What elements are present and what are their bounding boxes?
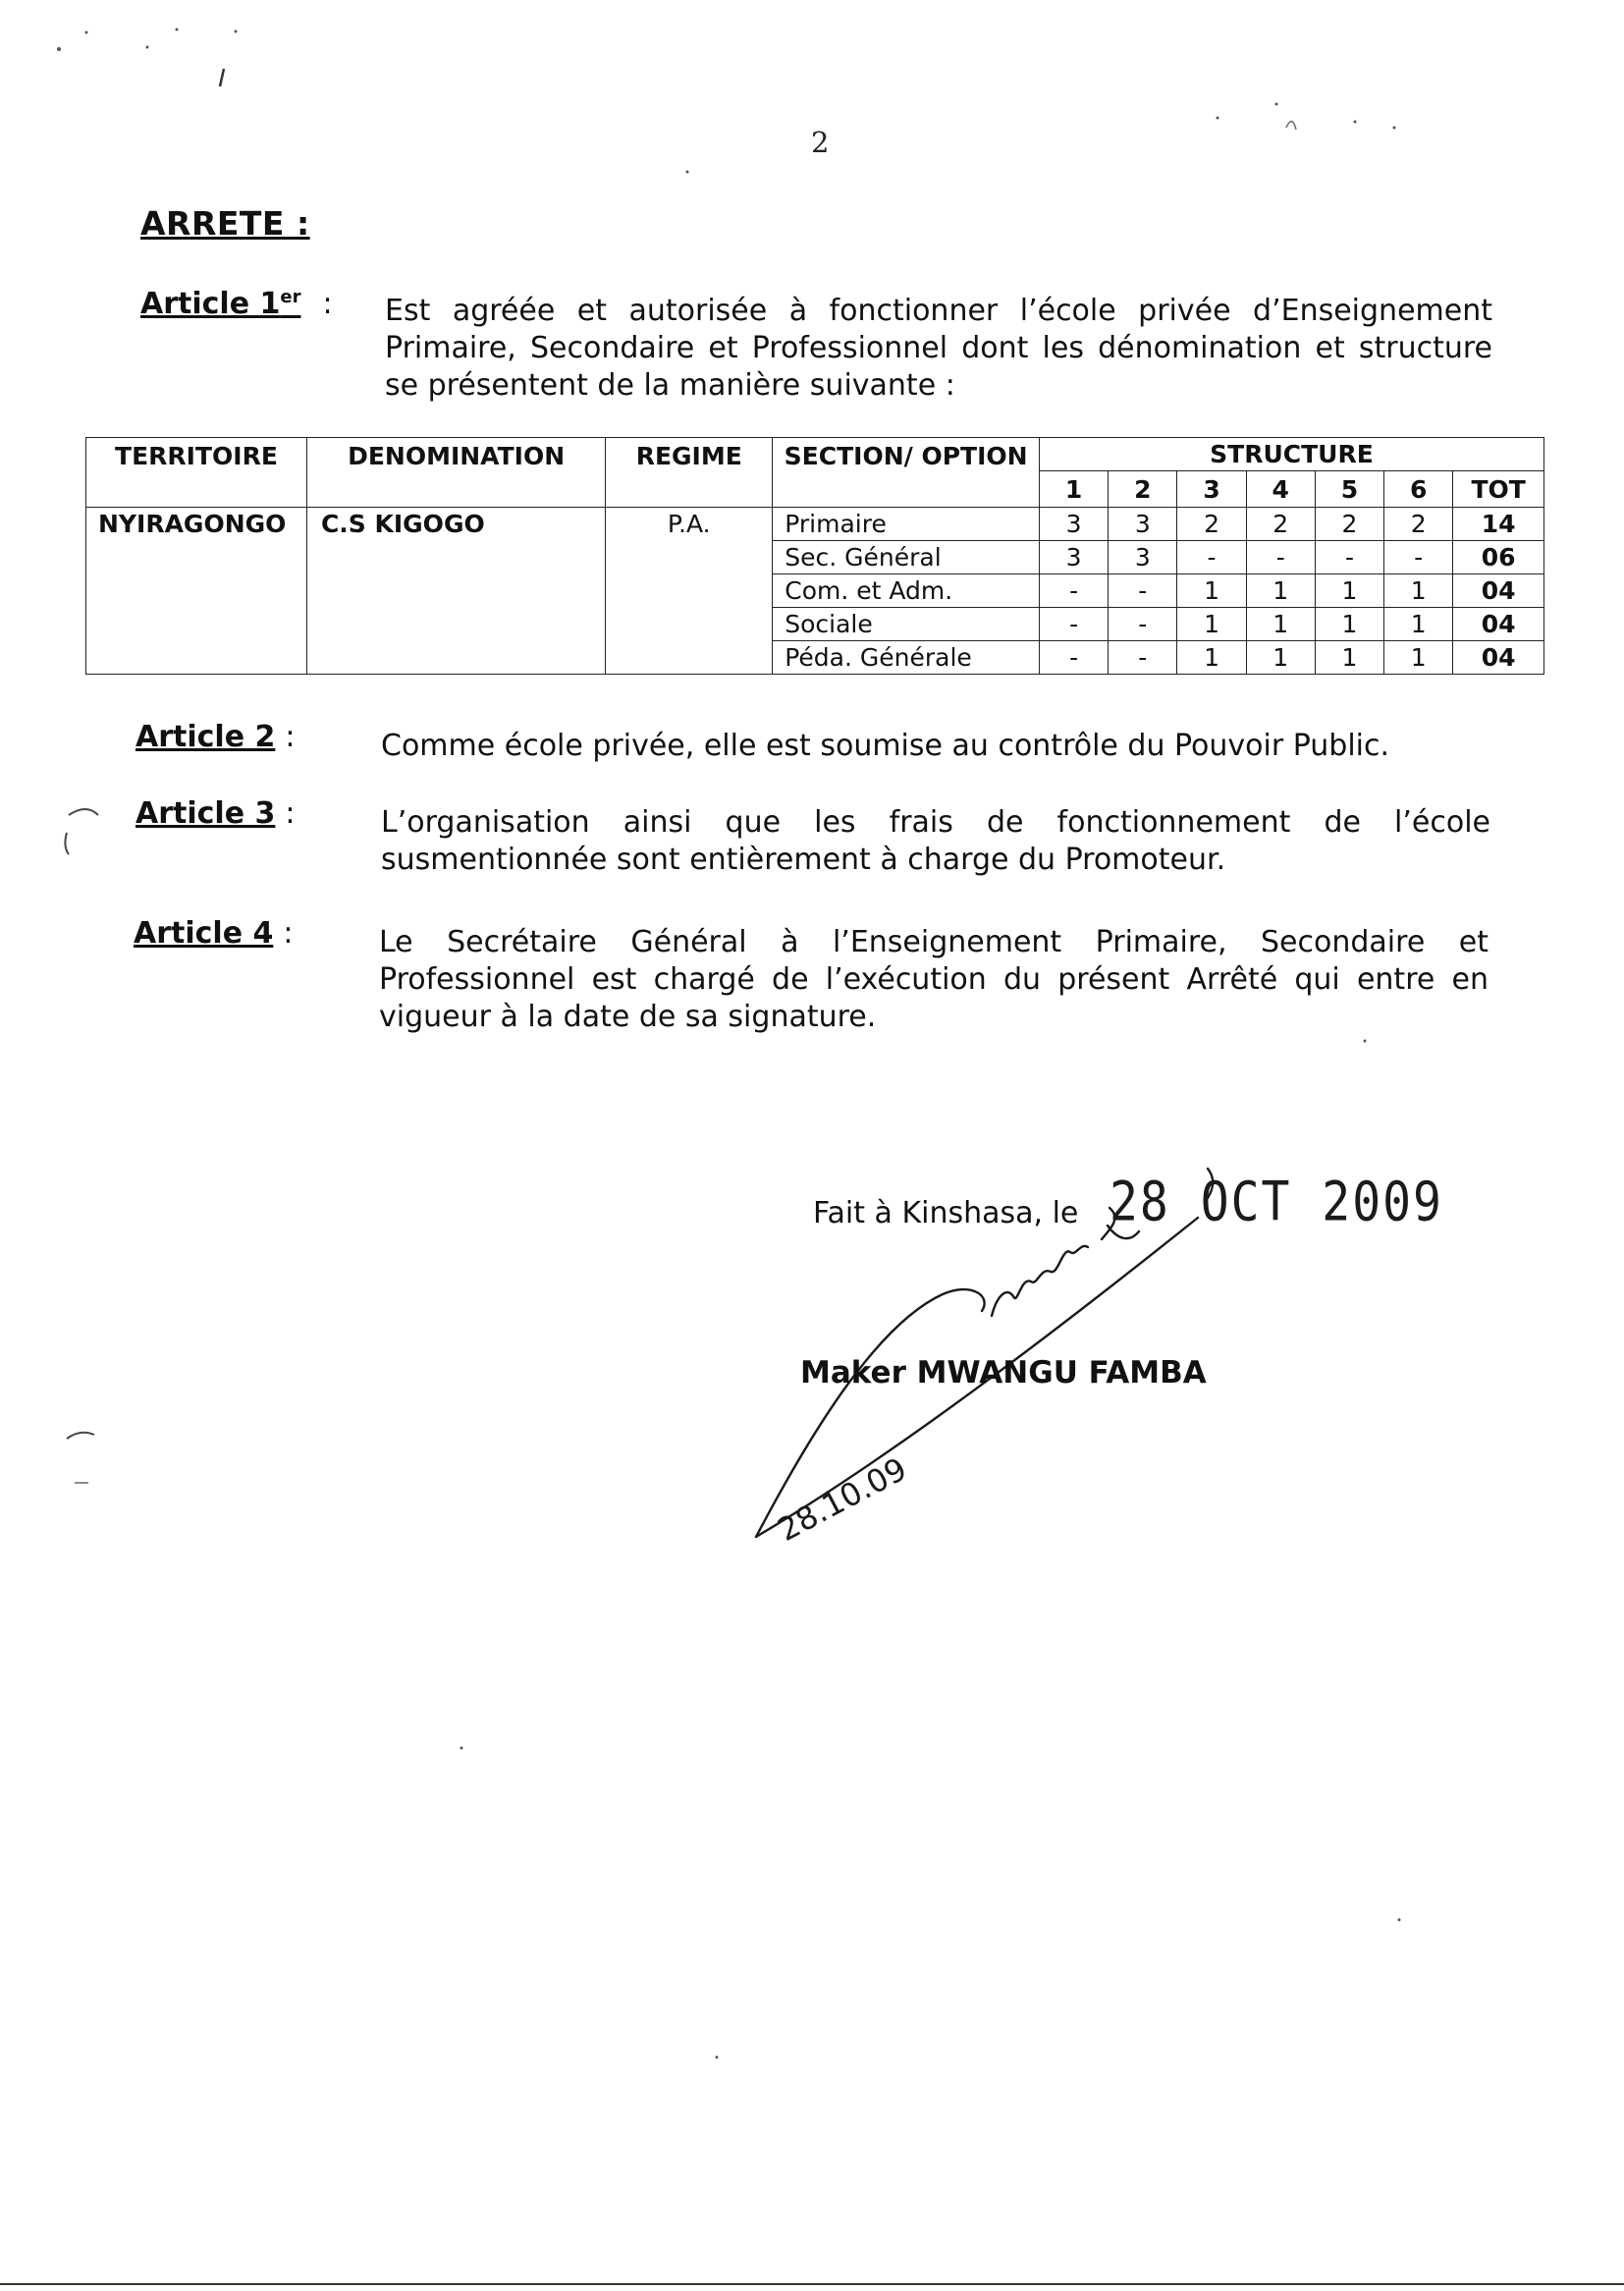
value-cell: 1	[1384, 574, 1453, 608]
value-cell: 1	[1246, 641, 1315, 675]
option-cell: Primaire	[773, 508, 1040, 541]
value-cell: -	[1246, 541, 1315, 574]
value-cell: 3	[1039, 541, 1108, 574]
value-cell: -	[1177, 541, 1246, 574]
value-cell: 2	[1177, 508, 1246, 541]
bottom-rule	[0, 2283, 1624, 2285]
option-cell: Péda. Générale	[773, 641, 1040, 675]
header-section-option: SECTION/ OPTION	[773, 438, 1040, 508]
denomination-cell: C.S KIGOGO	[306, 508, 605, 675]
decree-heading: ARRETE :	[140, 204, 310, 243]
header-tot: TOT	[1453, 471, 1544, 508]
value-cell: 1	[1246, 608, 1315, 641]
article-4-label: Article 4 :	[134, 916, 294, 951]
header-year-3: 3	[1177, 471, 1246, 508]
signatory-name: Maker MWANGU FAMBA	[800, 1355, 1207, 1391]
value-cell: -	[1039, 641, 1108, 675]
header-year-2: 2	[1109, 471, 1177, 508]
total-cell: 04	[1453, 641, 1544, 675]
date-stamp: 28 OCT 2009	[1110, 1170, 1443, 1234]
value-cell: 1	[1384, 641, 1453, 675]
total-cell: 04	[1453, 574, 1544, 608]
option-cell: Sociale	[773, 608, 1040, 641]
article-2-label: Article 2 :	[135, 720, 296, 754]
value-cell: -	[1315, 541, 1383, 574]
value-cell: 3	[1039, 508, 1108, 541]
school-structure-table	[85, 437, 1544, 675]
handwritten-date: 28.10.09	[771, 1449, 913, 1550]
header-denomination: DENOMINATION	[306, 438, 605, 508]
value-cell: 1	[1177, 608, 1246, 641]
header-year-4: 4	[1246, 471, 1315, 508]
value-cell: -	[1109, 641, 1177, 675]
value-cell: 1	[1384, 608, 1453, 641]
total-cell: 06	[1453, 541, 1544, 574]
article-2-text: Comme école privée, elle est soumise au contrôle du Pouvoir Public.	[381, 729, 1390, 763]
place-and-date-label: Fait à Kinshasa, le	[813, 1196, 1079, 1230]
article-3-text: L’organisation ainsi que les frais de fonctionnement de l’école susmentionnée sont entièrement à charge du Promoteur.	[381, 805, 1490, 877]
value-cell: -	[1039, 574, 1108, 608]
value-cell: -	[1109, 608, 1177, 641]
total-cell: 14	[1453, 508, 1544, 541]
value-cell: 1	[1246, 574, 1315, 608]
value-cell: 2	[1384, 508, 1453, 541]
value-cell: 1	[1315, 608, 1383, 641]
header-year-1: 1	[1039, 471, 1108, 508]
value-cell: 2	[1246, 508, 1315, 541]
value-cell: -	[1384, 541, 1453, 574]
value-cell: 1	[1315, 641, 1383, 675]
regime-cell: P.A.	[606, 508, 773, 675]
header-structure: STRUCTURE	[1039, 438, 1543, 471]
value-cell: 1	[1177, 574, 1246, 608]
option-cell: Com. et Adm.	[773, 574, 1040, 608]
header-year-6: 6	[1384, 471, 1453, 508]
article-1-label: Article 1er :	[140, 287, 333, 321]
article-3-label: Article 3 :	[135, 796, 296, 831]
value-cell: 1	[1177, 641, 1246, 675]
value-cell: -	[1109, 574, 1177, 608]
article-4-text: Le Secrétaire Général à l’Enseignement Primaire, Secondaire et Professionnel est chargé de l’exécution du présent Arrêté qui entre en vigueur à la date de sa signature.	[379, 925, 1489, 1034]
territoire-cell: NYIRAGONGO	[86, 508, 307, 675]
option-cell: Sec. Général	[773, 541, 1040, 574]
value-cell: 1	[1315, 574, 1383, 608]
header-regime: REGIME	[606, 438, 773, 508]
value-cell: -	[1039, 608, 1108, 641]
article-1-text: Est agréée et autorisée à fonctionner l’école privée d’Enseignement Primaire, Secondaire et Professionnel dont les dénomination et structure se présentent de la manière suivante :	[385, 294, 1492, 403]
value-cell: 3	[1109, 508, 1177, 541]
table-row	[86, 508, 1544, 541]
total-cell: 04	[1453, 608, 1544, 641]
value-cell: 3	[1109, 541, 1177, 574]
page-number: 2	[811, 126, 830, 159]
value-cell: 2	[1315, 508, 1383, 541]
header-year-5: 5	[1315, 471, 1383, 508]
header-territoire: TERRITOIRE	[86, 438, 307, 508]
